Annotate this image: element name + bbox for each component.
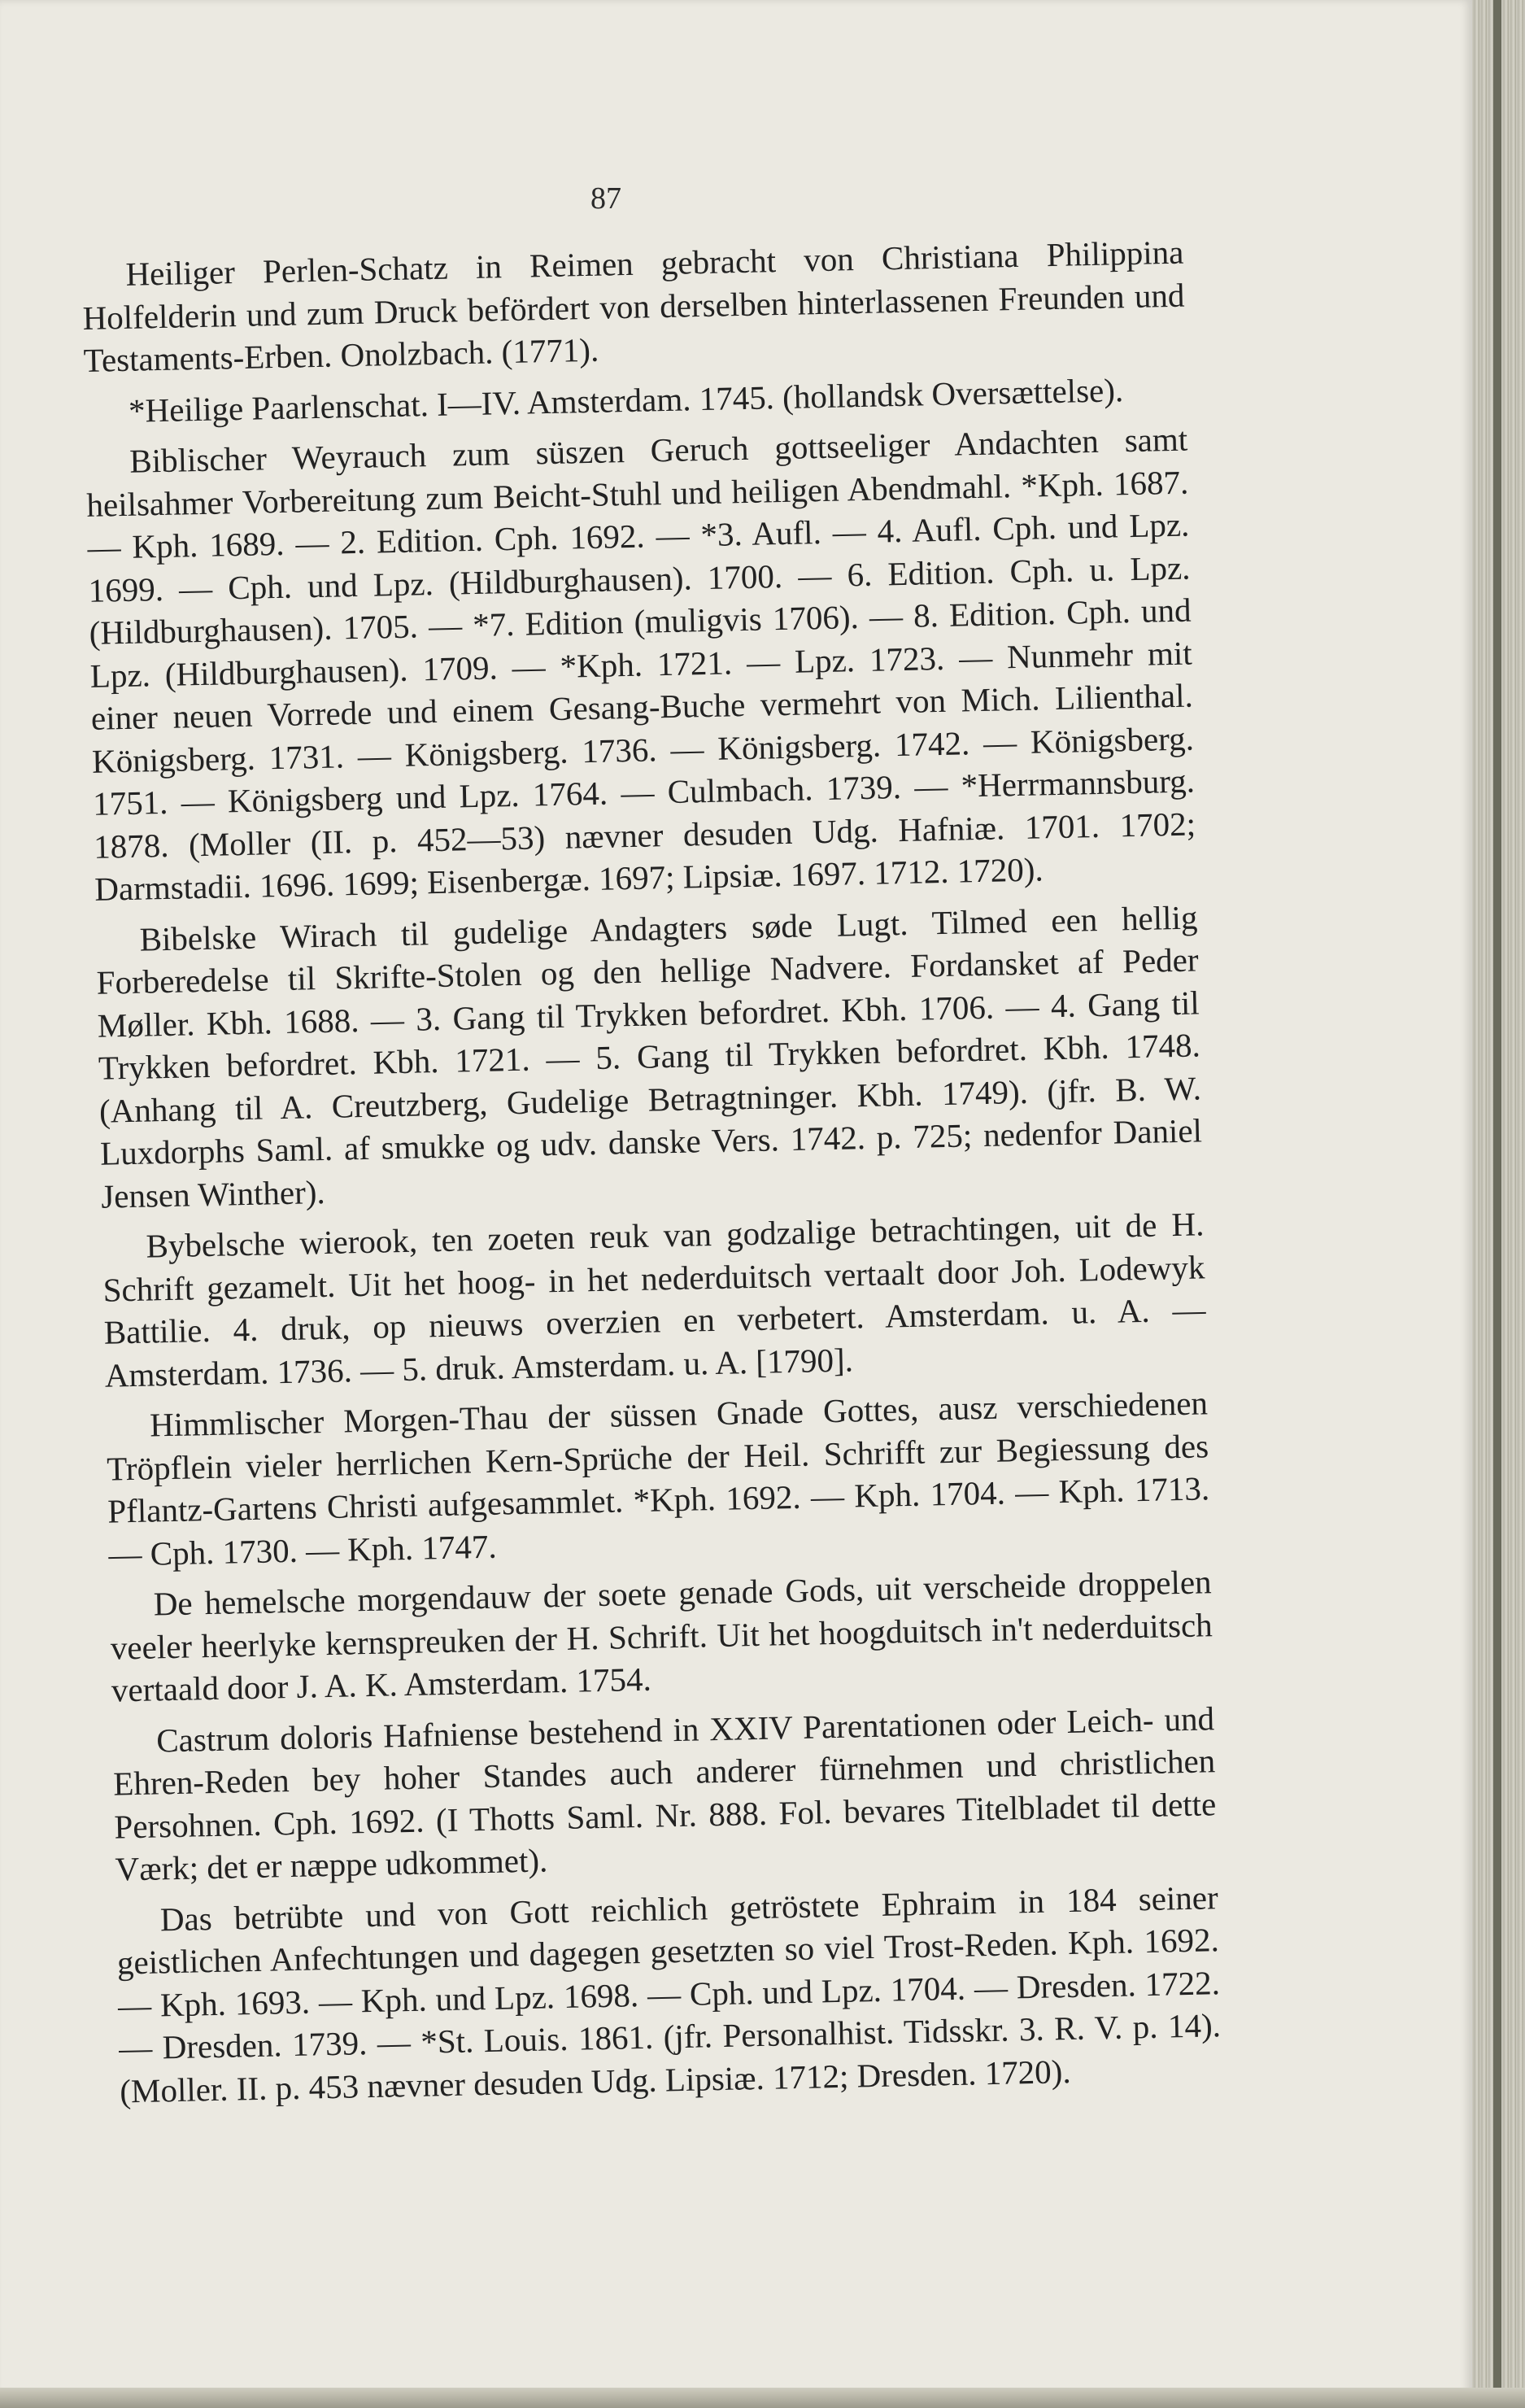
bibliography-text [81,231,1222,2121]
entry-hemelsche-morgendauw: De hemelsche morgendauw der soete genade Gods, uit verscheide droppelen veeler heerlyke kernspreuken der H. Schrift. Uit het hoogduitsch in't nederduitsch vertaald door J. A. K. Amsterdam. 1754. [110,1563,1213,1709]
entry-biblischer-weyrauch: Biblischer Weyrauch zum süszen Geruch gottseeliger Andachten samt heilsahmer Vorbereitung zum Beicht-Stuhl und heiligen Abendmahl. *Kph. 1687. — Kph. 1689. — 2. Edition. Cph. 1692. — *3. Aufl. — 4. Aufl. Cph. und Lpz. 1699. — Cph. und Lpz. (Hildburghausen). 1700. — 6. Edition. Cph. u. Lpz. (Hildburghausen). 1705. — *7. Edition (muligvis 1706). — 8. Edition. Cph. und Lpz. (Hildburghausen). 1709. — *Kph. 1721. — Lpz. 1723. — Nunmehr mit einer neuen Vorrede und einem Gesang-Buche vermehrt von Mich. Lilienthal. Königsberg. 1731. — Königsberg. 1736. — Königsberg. 1742. — Königsberg. 1751. — Königsberg und Lpz. 1764. — Culmbach. 1739. — *Herrmannsburg. 1878. (Moller (II. p. 452—53) nævner desuden Udg. Hafniæ. 1701. 1702; Darmstadii. 1696. 1699; Eisenbergæ. 1697; Lipsiæ. 1697. 1712. 1720). [85,420,1196,908]
page-bottom-edge [0,2388,1525,2408]
page-edge-shadow [1493,0,1501,2408]
entry-himmlischer-morgen-thau: Himmlischer Morgen-Thau der süssen Gnade Gottes, ausz verschiedenen Tröpflein vieler herrlichen Kern-Sprüche der Heil. Schrifft zur Begiessung des Pflantz-Gartens Christi aufgesammlet. *Kph. 1692. — Kph. 1704. — Kph. 1713. — Cph. 1730. — Kph. 1747. [106,1384,1210,1573]
page-number: 87 [590,181,621,216]
entry-bibelske-wirach: Bibelske Wirach til gudelige Andagters søde Lugt. Tilmed een hellig Forberedelse til Skrifte-Stolen og den hellige Nadvere. Fordansket af Peder Møller. Kbh. 1688. — 3. Gang til Trykken befordret. Kbh. 1706. — 4. Gang til Trykken befordret. Kbh. 1721. — 5. Gang til Trykken befordret. Kbh. 1748. (Anhang til A. Creutzberg, Gudelige Betragtninger. Kbh. 1749). (jfr. B. W. Luxdorphs Saml. af smukke og udv. danske Vers. 1742. p. 725; nedenfor Daniel Jensen Winther). [96,897,1203,1215]
entry-betruebte-ephraim: Das betrübte und von Gott reichlich getröstete Ephraim in 184 seiner geistlichen Anfechtungen und dagegen gesetzten so viel Trost-Reden. Kph. 1692. — Kph. 1693. — Kph. und Lpz. 1698. — Cph. und Lpz. 1704. — Dresden. 1722. — Dresden. 1739. — *St. Louis. 1861. (jfr. Personalhist. Tidsskr. 3. R. V. p. 14). (Moller. II. p. 453 nævner desuden Udg. Lipsiæ. 1712; Dresden. 1720). [116,1878,1222,2109]
entry-castrum-doloris: Castrum doloris Hafniense bestehend in XXIV Parentationen oder Leich- und Ehren-Reden bey hoher Standes auch anderer fürnehmen und christlichen Persohnen. Cph. 1692. (I Thotts Saml. Nr. 888. Fol. bevares Titelbladet til dette Værk; det er næppe udkommet). [112,1699,1217,1888]
entry-heiliger-perlen-schatz: Heiliger Perlen-Schatz in Reimen gebracht von Christiana Philippina Holfelderin und zum Druck befördert von derselben hinterlassenen Freunden und Testaments-Erben. Onolzbach. (1771). [82,233,1185,379]
entry-heilige-paarlenschat: *Heilige Paarlenschat. I—IV. Amsterdam. 1745. (hollandsk Oversættelse). [128,370,1124,430]
entry-bybelsche-wierook: Bybelsche wierook, ten zoeten reuk van godzalige betrachtingen, uit de H. Schrift gezamelt. Uit het hoog- in het nederduitsch vertaalt door Joh. Lodewyk Battilie. 4. druk, op nieuws overzien en verbetert. Amsterdam. u. A. — Amsterdam. 1736. — 5. druk. Amsterdam. u. A. [1790]. [102,1205,1206,1394]
